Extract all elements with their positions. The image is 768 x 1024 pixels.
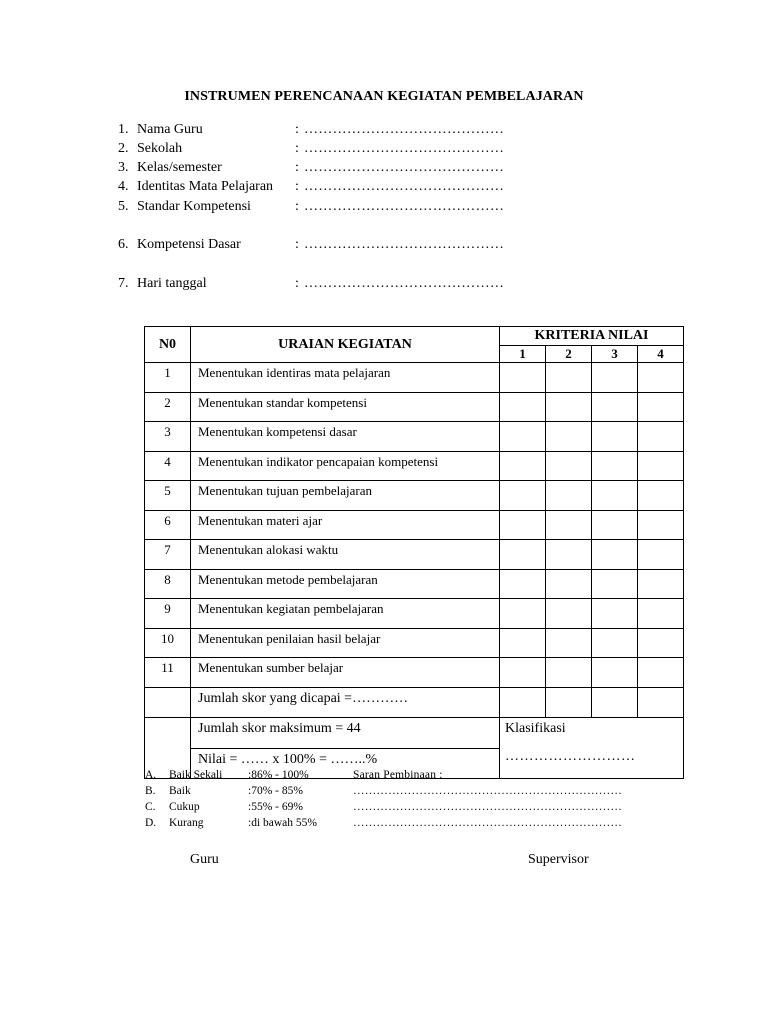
legend-letter: C. <box>145 801 156 813</box>
table-row <box>145 510 684 540</box>
classification-label: Klasifikasi <box>505 721 566 736</box>
row-number: 9 <box>145 599 191 629</box>
sum-max-row <box>145 718 684 749</box>
score-cell-2[interactable] <box>546 599 592 629</box>
score-cell-3[interactable] <box>592 510 638 540</box>
score-cell-2[interactable] <box>546 363 592 393</box>
identity-label: Identitas Mata Pelajaran <box>137 179 274 194</box>
score-cell-3[interactable] <box>592 481 638 511</box>
row-number: 1 <box>145 363 191 393</box>
legend-letter: D. <box>145 817 157 829</box>
legend-letter: B. <box>145 785 156 797</box>
identity-label: Hari tanggal <box>137 276 207 291</box>
score-cell-4[interactable] <box>638 422 684 452</box>
identity-blank-field[interactable]: …………………………………… <box>304 276 505 291</box>
score-cell-3[interactable] <box>592 363 638 393</box>
table-row <box>145 658 684 688</box>
row-description: Menentukan kegiatan pembelajaran <box>191 599 500 629</box>
score-cell-1[interactable] <box>500 392 546 422</box>
score-cell-4[interactable] <box>638 451 684 481</box>
table-row <box>145 363 684 393</box>
row-description: Menentukan identiras mata pelajaran <box>191 363 500 393</box>
legend-range: :55% - 69% <box>248 801 303 813</box>
row-number: 6 <box>145 510 191 540</box>
table-row <box>145 540 684 570</box>
legend-letter: A. <box>145 769 157 781</box>
identity-blank-field[interactable]: …………………………………… <box>304 160 505 175</box>
legend-range: :70% - 85% <box>248 785 303 797</box>
row-number: 8 <box>145 569 191 599</box>
identity-separator: : <box>295 276 299 291</box>
legend-grade: Kurang <box>169 817 204 829</box>
score-cell-4[interactable] <box>638 510 684 540</box>
header-description: URAIAN KEGIATAN <box>191 327 500 363</box>
row-description: Menentukan penilaian hasil belajar <box>191 628 500 658</box>
signature-teacher: Guru <box>190 852 219 867</box>
score-cell-2[interactable] <box>546 628 592 658</box>
identity-label: Standar Kompetensi <box>137 199 251 214</box>
identity-blank-field[interactable]: …………………………………… <box>304 122 505 137</box>
score-cell-3[interactable] <box>592 687 638 718</box>
table-row <box>145 481 684 511</box>
score-cell-4[interactable] <box>638 628 684 658</box>
criteria-col-1: 1 <box>500 346 546 363</box>
score-cell-2[interactable] <box>546 451 592 481</box>
table-row <box>145 569 684 599</box>
identity-number: 7. <box>118 276 129 291</box>
score-cell-1[interactable] <box>500 658 546 688</box>
row-number: 2 <box>145 392 191 422</box>
row-description: Menentukan alokasi waktu <box>191 540 500 570</box>
score-cell-1[interactable] <box>500 628 546 658</box>
criteria-col-2: 2 <box>546 346 592 363</box>
row-description: Menentukan sumber belajar <box>191 658 500 688</box>
criteria-col-4: 4 <box>638 346 684 363</box>
score-cell-2[interactable] <box>546 687 592 718</box>
legend-grade: Baik <box>169 785 191 797</box>
legend-grade: Cukup <box>169 801 200 813</box>
row-number: 10 <box>145 628 191 658</box>
row-description: Menentukan tujuan pembelajaran <box>191 481 500 511</box>
row-description: Menentukan indikator pencapaian kompetensi <box>191 451 500 481</box>
identity-number: 6. <box>118 237 129 252</box>
row-description: Menentukan kompetensi dasar <box>191 422 500 452</box>
table-row <box>145 599 684 629</box>
score-cell-3[interactable] <box>592 540 638 570</box>
score-cell-4[interactable] <box>638 569 684 599</box>
classification-blank-field[interactable]: ……………………… <box>505 749 636 764</box>
sum-achieved: Jumlah skor yang dicapai =………… <box>191 687 500 718</box>
identity-label: Kelas/semester <box>137 160 222 175</box>
identity-separator: : <box>295 199 299 214</box>
identity-blank-field[interactable]: …………………………………… <box>304 141 505 156</box>
score-cell-1[interactable] <box>500 540 546 570</box>
score-cell-1[interactable] <box>500 510 546 540</box>
criteria-col-3: 3 <box>592 346 638 363</box>
identity-separator: : <box>295 237 299 252</box>
score-cell-3[interactable] <box>592 569 638 599</box>
identity-number: 3. <box>118 160 129 175</box>
identity-label: Kompetensi Dasar <box>137 237 241 252</box>
row-number: 5 <box>145 481 191 511</box>
table-row <box>145 451 684 481</box>
score-cell-4[interactable] <box>638 658 684 688</box>
score-cell-3[interactable] <box>592 451 638 481</box>
score-cell-1[interactable] <box>500 481 546 511</box>
table-body <box>145 363 684 779</box>
score-cell-3[interactable] <box>592 658 638 688</box>
identity-number: 4. <box>118 179 129 194</box>
score-cell-1[interactable] <box>500 363 546 393</box>
score-cell-2[interactable] <box>546 422 592 452</box>
score-cell-4[interactable] <box>638 481 684 511</box>
score-cell-3[interactable] <box>592 628 638 658</box>
score-cell-4[interactable] <box>638 687 684 718</box>
identity-separator: : <box>295 179 299 194</box>
score-cell-2[interactable] <box>546 392 592 422</box>
legend-range: :86% - 100% <box>248 769 309 781</box>
identity-number: 1. <box>118 122 129 137</box>
identity-number: 2. <box>118 141 129 156</box>
score-cell-1[interactable] <box>500 451 546 481</box>
score-cell-2[interactable] <box>546 510 592 540</box>
score-cell-1[interactable] <box>500 422 546 452</box>
row-description: Menentukan standar kompetensi <box>191 392 500 422</box>
identity-label: Sekolah <box>137 141 183 156</box>
score-cell-3[interactable] <box>592 422 638 452</box>
score-cell-1[interactable] <box>500 687 546 718</box>
table-row <box>145 422 684 452</box>
table-row <box>145 628 684 658</box>
score-cell-1[interactable] <box>500 569 546 599</box>
identity-separator: : <box>295 122 299 137</box>
score-cell-1[interactable] <box>500 599 546 629</box>
score-cell-2[interactable] <box>546 481 592 511</box>
sum-achieved-row <box>145 687 684 718</box>
legend-range: :di bawah 55% <box>248 817 317 829</box>
row-number: 7 <box>145 540 191 570</box>
identity-blank-field[interactable]: …………………………………… <box>304 179 505 194</box>
score-cell-3[interactable] <box>592 392 638 422</box>
row-number: 4 <box>145 451 191 481</box>
table-header-row <box>145 327 684 346</box>
score-cell-2[interactable] <box>546 569 592 599</box>
score-cell-2[interactable] <box>546 540 592 570</box>
identity-blank-field[interactable]: …………………………………… <box>304 199 505 214</box>
legend-grade: Baik Sekali <box>169 769 223 781</box>
score-cell-4[interactable] <box>638 599 684 629</box>
classification-cell[interactable] <box>500 718 684 779</box>
guidance-label: Saran Pembinaan : <box>353 769 443 781</box>
identity-separator: : <box>295 141 299 156</box>
guidance-blank-field[interactable]: …………………………………………………………… <box>353 817 623 829</box>
header-criteria: KRITERIA NILAI <box>500 327 684 346</box>
row-description: Menentukan materi ajar <box>191 510 500 540</box>
sum-max: Jumlah skor maksimum = 44 <box>191 718 500 749</box>
identity-label: Nama Guru <box>137 122 203 137</box>
score-cell-4[interactable] <box>638 363 684 393</box>
score-cell-2[interactable] <box>546 658 592 688</box>
row-number: 11 <box>145 658 191 688</box>
final-score: Nilai = …… x 100% = ……..% <box>191 748 500 779</box>
activity-table <box>144 326 684 779</box>
row-number: 3 <box>145 422 191 452</box>
row-description: Menentukan metode pembelajaran <box>191 569 500 599</box>
identity-blank-field[interactable]: …………………………………… <box>304 237 505 252</box>
document-title: INSTRUMEN PERENCANAAN KEGIATAN PEMBELAJARAN <box>184 89 584 104</box>
guidance-blank-field[interactable]: …………………………………………………………… <box>353 785 623 797</box>
signature-supervisor: Supervisor <box>528 852 589 867</box>
header-no: N0 <box>145 327 191 363</box>
identity-number: 5. <box>118 199 129 214</box>
score-cell-3[interactable] <box>592 599 638 629</box>
empty-cell <box>145 687 191 718</box>
score-cell-4[interactable] <box>638 392 684 422</box>
score-cell-4[interactable] <box>638 540 684 570</box>
identity-separator: : <box>295 160 299 175</box>
guidance-blank-field[interactable]: …………………………………………………………… <box>353 801 623 813</box>
table-row <box>145 392 684 422</box>
